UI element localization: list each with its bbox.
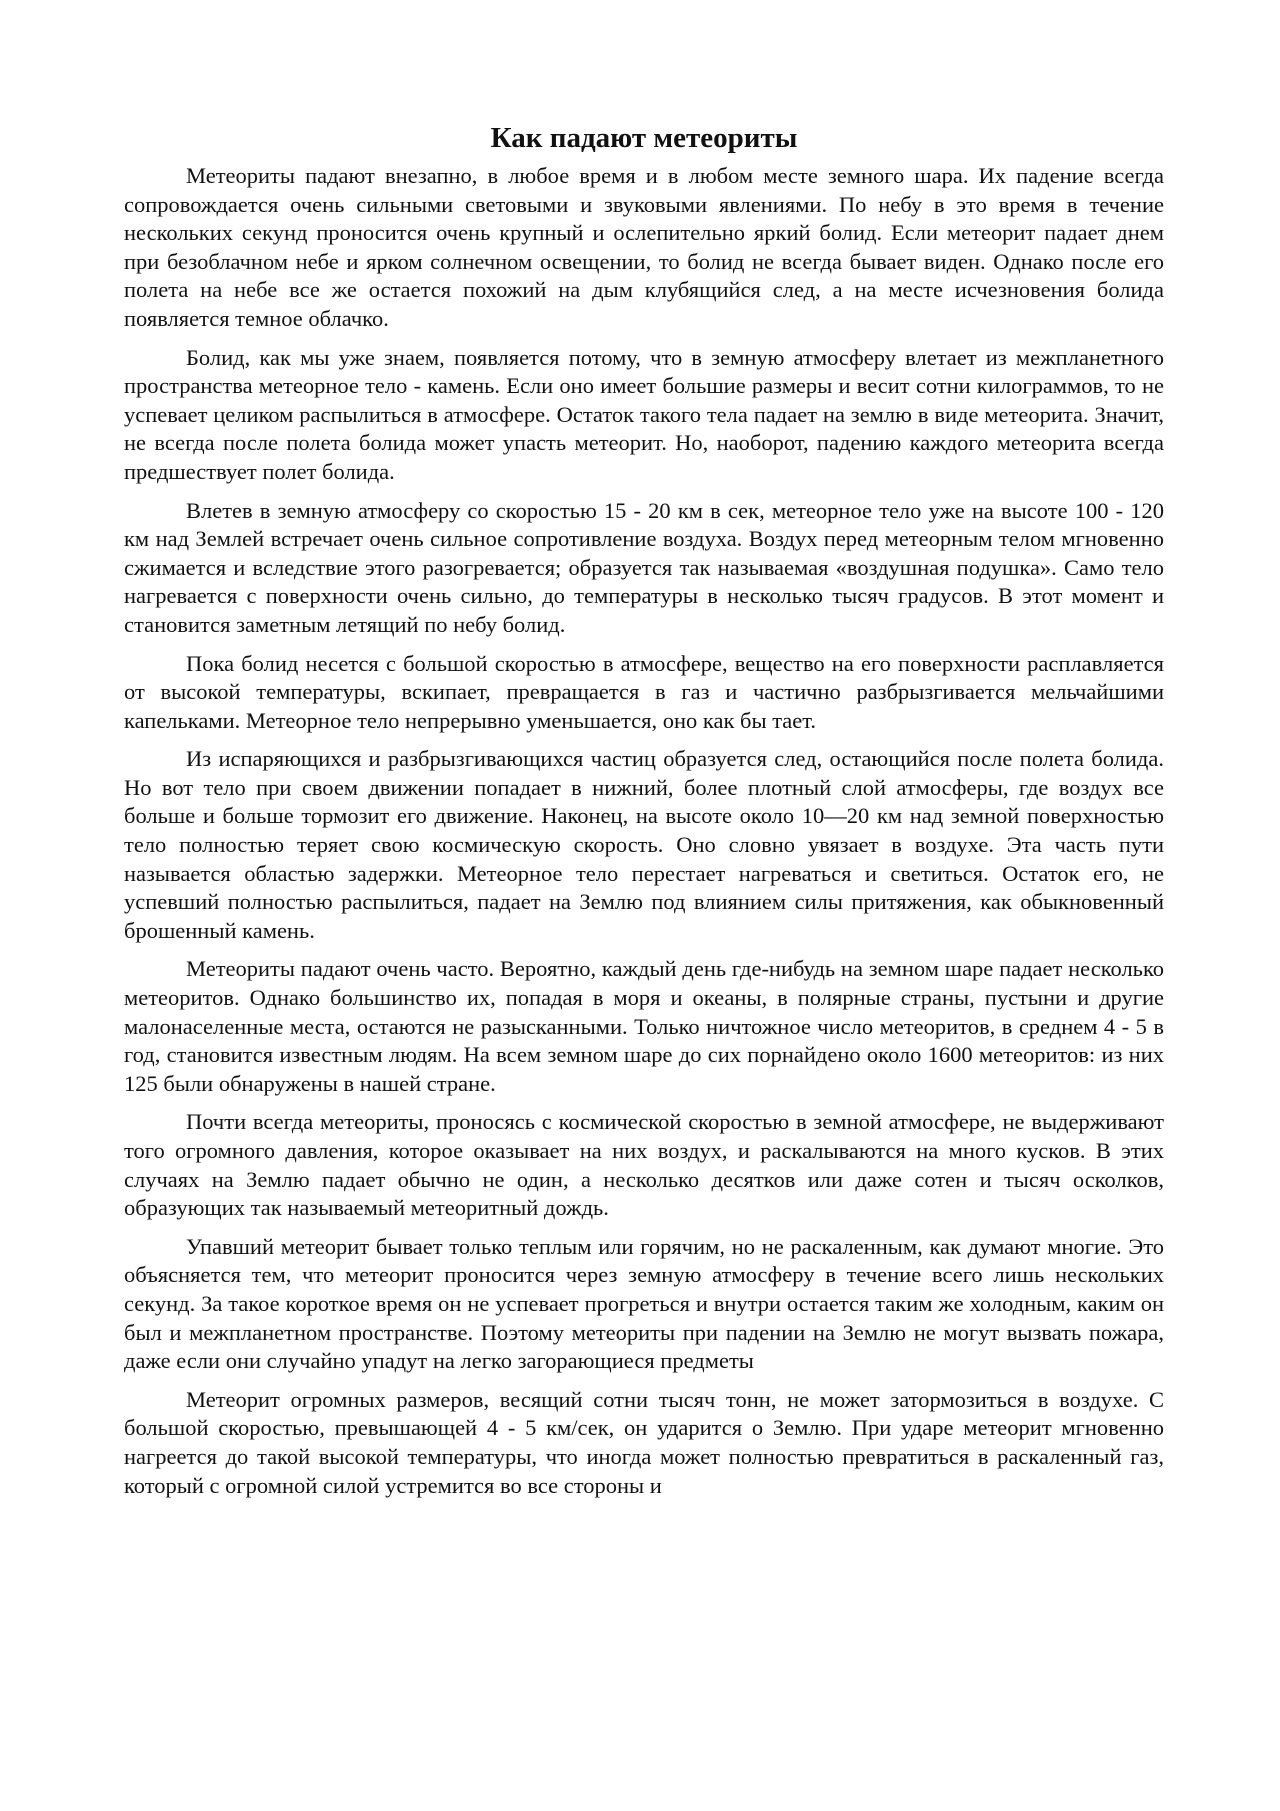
paragraph-3: Влетев в земную атмосферу со скоростью 15 - 20 км в сек, метеорное тело уже на высоте 100 - 120 км над Землей встречает очень сильное сопротивление воздуха. Воздух перед метеорным телом мгновенно сжимается и вследствие этого разогревается; образуется так называемая «воздушная подушка». Само тело нагревается с поверхности очень сильно, до температуры в несколько тысяч градусов. В этот момент и становится заметным летящий по небу болид. — [124, 497, 1164, 637]
document-body — [124, 118, 1164, 1500]
paragraph-4: Пока болид несется с большой скоростью в атмосфере, вещество на его поверхности расплавляется от высокой температуры, вскипает, превращается в газ и частично разбрызгивается мельчайшими капельками. Метеорное тело непрерывно уменьшается, оно как бы тает. — [124, 650, 1164, 733]
document-title: Как падают метеориты — [490, 122, 798, 154]
paragraph-1: Метеориты падают внезапно, в любое время и в любом месте земного шара. Их падение всегда сопровождается очень сильными световыми и звуковыми явлениями. По небу в это время в течение нескольких секунд проносится очень крупный и ослепительно яркий болид. Если метеорит падает днем при безоблачном небе и ярком солнечном освещении, то болид не всегда бывает виден. Однако после его полета на небе все же остается похожий на дым клубящийся след, а на месте исчезновения болида появляется темное облачко. — [124, 163, 1164, 331]
paragraph-6: Метеориты падают очень часто. Вероятно, каждый день где-нибудь на земном шаре падает несколько метеоритов. Однако большинство их, попадая в моря и океаны, в полярные страны, пустыни и другие малонаселенные места, остаются не разысканными. Только ничтожное число метеоритов, в среднем 4 - 5 в год, становится известным людям. На всем земном шаре до сих порнайдено около 1600 метеоритов: из них 125 были обнаружены в нашей стране. — [124, 956, 1164, 1096]
paragraph-7: Почти всегда метеориты, проносясь с космической скоростью в земной атмосфере, не выдерживают того огромного давления, которое оказывает на них воздух, и раскалываются на много кусков. В этих случаях на Землю падает обычно не один, а несколько десятков или даже сотен и тысяч осколков, образующих так называемый метеоритный дождь. — [124, 1109, 1164, 1221]
paragraph-2: Болид, как мы уже знаем, появляется потому, что в земную атмосферу влетает из межпланетного пространства метеорное тело - камень. Если оно имеет большие размеры и весит сотни килограммов, то не успевает целиком распылиться в атмосфере. Остаток такого тела падает на землю в виде метеорита. Значит, не всегда после полета болида может упасть метеорит. Но, наоборот, падению каждого метеорита всегда предшествует полет болида. — [124, 344, 1164, 484]
paragraph-8: Упавший метеорит бывает только теплым или горячим, но не раскаленным, как думают многие. Это объясняется тем, что метеорит проносится через земную атмосферу в течение всего лишь нескольких секунд. За такое короткое время он не успевает прогреться и внутри остается таким же холодным, каким он был и межпланетном пространстве. Поэтому метеориты при падении на Землю не могут вызвать пожара, даже если они случайно упадут на легко загорающиеся предметы — [124, 1233, 1164, 1374]
paragraph-5: Из испаряющихся и разбрызгивающихся частиц образуется след, остающийся после полета болида. Но вот тело при своем движении попадает в нижний, более плотный слой атмосферы, где воздух все больше и больше тормозит его движение. Наконец, на высоте около 10—20 км над земной поверхностью тело полностью теряет свою космическую скорость. Оно словно увязает в воздухе. Эта часть пути называется областью задержки. Метеорное тело перестает нагреваться и светиться. Остаток его, не успевший полностью распылиться, падает на Землю под влиянием силы притяжения, как обыкновенный брошенный камень. — [124, 746, 1164, 943]
paragraph-9: Метеорит огромных размеров, весящий сотни тысяч тонн, не может затормозиться в воздухе. С большой скоростью, превышающей 4 - 5 км/сек, он ударится о Землю. При ударе метеорит мгновенно нагреется до такой высокой температуры, что иногда может полностью превратиться в раскаленный газ, который с огромной силой устремится во все стороны и — [124, 1386, 1164, 1498]
